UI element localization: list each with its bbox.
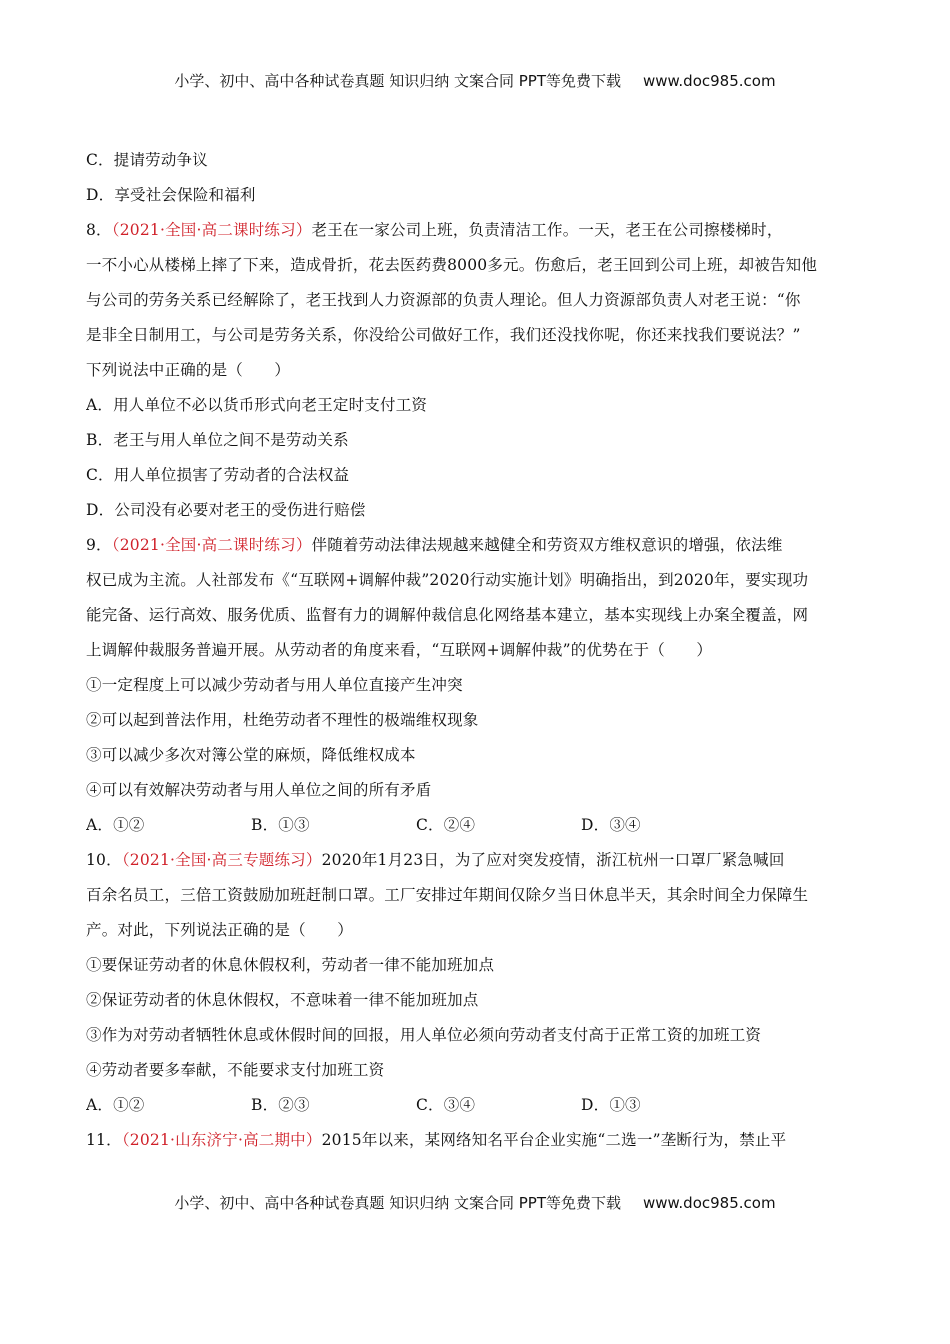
question-source: （2021·全国·高三专题练习） [121,851,322,869]
question-9-stem [86,528,866,563]
question-10-stem [86,843,866,878]
option-line: C．提请劳动争议 [86,151,208,169]
statement-line: ③可以减少多次对簿公堂的麻烦，降低维权成本 [86,746,416,764]
option-c: C．②④ [416,816,476,834]
page-header [0,70,950,91]
statement-line: ③作为对劳动者牺牲休息或休假时间的回报，用人单位必须向劳动者支付高于正常工资的加班工资 [86,1026,762,1044]
header-site[interactable]: www.doc985.com [642,72,776,90]
question-number: 8． [86,221,112,239]
question-text-line: 一不小心从楼梯上摔了下来，造成骨折，花去医药费8000多元。伤愈后，老王回到公司上班，却被告知他 [86,256,818,274]
question-text-line: 权已成为主流。人社部发布《“互联网+调解仲裁”2020行动实施计划》明确指出，到2020年，要实现功 [86,571,809,589]
statement-line: ④可以有效解决劳动者与用人单位之间的所有矛盾 [86,781,432,799]
option-a: A．①② [86,816,145,834]
question-text-line: 产。对此，下列说法正确的是（ ） [86,921,353,939]
question-text-line: 是非全日制用工，与公司是劳务关系，你没给公司做好工作，我们还没找你呢，你还来找我们要说法？” [86,326,801,344]
statement-line: ①一定程度上可以减少劳动者与用人单位直接产生冲突 [86,676,463,694]
option-b: B．①③ [251,816,310,834]
question-text: 伴随着劳动法律法规越来越健全和劳资双方维权意识的增强，依法维 [311,536,783,554]
question-source: （2021·山东济宁·高二期中） [121,1131,322,1149]
option-c: C．③④ [416,1096,476,1114]
question-text-line: 与公司的劳务关系已经解除了，老王找到人力资源部的负责人理论。但人力资源部负责人对老王说：“你 [86,291,801,309]
question-number: 9． [86,536,112,554]
question-text-line: 下列说法中正确的是（ ） [86,361,291,379]
footer-site[interactable]: www.doc985.com [642,1194,776,1212]
page-footer [0,1192,950,1213]
option-line: A．用人单位不必以货币形式向老王定时支付工资 [86,396,428,414]
question-source: （2021·全国·高二课时练习） [111,221,312,239]
statement-line: ②可以起到普法作用，杜绝劳动者不理性的极端维权现象 [86,711,479,729]
question-text-line: 百余名员工，三倍工资鼓励加班赶制口罩。工厂安排过年期间仅除夕当日休息半天，其余时间全力保障生 [86,886,809,904]
option-line: D．享受社会保险和福利 [86,186,256,204]
options-row [86,808,866,843]
options-row [86,1088,866,1123]
question-source: （2021·全国·高二课时练习） [111,536,312,554]
statement-line: ②保证劳动者的休息休假权，不意味着一律不能加班加点 [86,991,479,1009]
option-b: B．②③ [251,1096,310,1114]
option-line: B．老王与用人单位之间不是劳动关系 [86,431,349,449]
question-text-line: 能完备、运行高效、服务优质、监督有力的调解仲裁信息化网络基本建立，基本实现线上办案全覆盖，网 [86,606,809,624]
option-a: A．①② [86,1096,145,1114]
document-body [86,143,866,1158]
question-text: 2015年以来，某网络知名平台企业实施“二选一”垄断行为，禁止平 [321,1131,787,1149]
footer-text: 小学、初中、高中各种试卷真题 知识归纳 文案合同 PPT等免费下载 [174,1194,621,1212]
statement-line: ④劳动者要多奉献，不能要求支付加班工资 [86,1061,385,1079]
question-8-stem [86,213,866,248]
header-text: 小学、初中、高中各种试卷真题 知识归纳 文案合同 PPT等免费下载 [174,72,621,90]
question-number: 10． [86,851,122,869]
option-line: D．公司没有必要对老王的受伤进行赔偿 [86,501,366,519]
statement-line: ①要保证劳动者的休息休假权利，劳动者一律不能加班加点 [86,956,495,974]
option-line: C．用人单位损害了劳动者的合法权益 [86,466,350,484]
question-text-line: 上调解仲裁服务普遍开展。从劳动者的角度来看，“互联网+调解仲裁”的优势在于（ ） [86,641,713,659]
option-d: D．①③ [581,1096,641,1114]
question-11-stem [86,1123,866,1158]
question-text: 老王在一家公司上班，负责清洁工作。一天，老王在公司擦楼梯时， [311,221,783,239]
question-text: 2020年1月23日，为了应对突发疫情，浙江杭州一口罩厂紧急喊回 [321,851,785,869]
option-d: D．③④ [581,816,641,834]
question-number: 11． [86,1131,122,1149]
